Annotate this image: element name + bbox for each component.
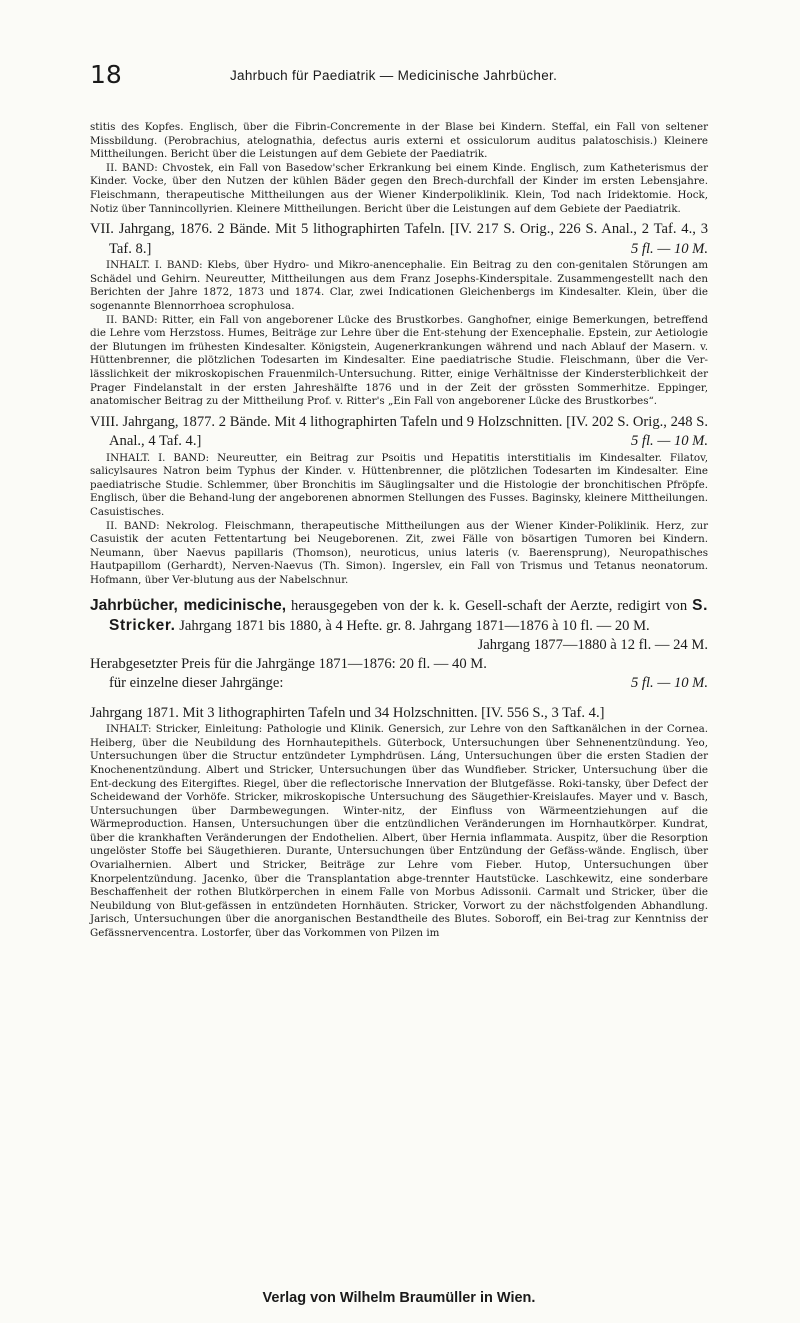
advert-title: Jahrbücher, medicinische, bbox=[90, 596, 287, 614]
jahrgang-viii-heading bbox=[90, 413, 708, 452]
continued-paragraph: stitis des Kopfes. Englisch, über die Fibrin-Concremente in der Blase bei Kindern. Steffal, ein Fall von seltener Missbildung. (Perobrachius, atelognathia, defectus auris externi et ossiculorum auditus palatoschisis.) Kleinere Mittheilungen. Bericht über die Leistungen auf dem Gebiete der Paediatrik. bbox=[90, 121, 708, 161]
advert-text-2: Jahrgang 1871 bis 1880, à 4 Hefte. gr. 8. Jahrgang 1871—1876 à 10 fl. — 20 M. bbox=[179, 617, 650, 634]
single-price-value: 5 fl. — 10 M. bbox=[630, 675, 708, 692]
advert-price-line: Jahrgang 1877—1880 à 12 fl. — 24 M. bbox=[477, 637, 708, 654]
single-price-label: für einzelne dieser Jahrgänge: bbox=[109, 675, 284, 692]
advert-text-1: herausgegeben von der k. k. Gesell-schaft der Aerzte, redigirt von bbox=[291, 597, 688, 614]
jahrgang-viii-band2: II. BAND: Nekrolog. Fleischmann, therapeutische Mittheilungen aus der Wiener Kinder-Poliklinik. Herz, zur Casuistik der acuten Fettentartung bei Neugeborenen. Zit, zwei Fälle von bösartigen Tumoren bei Kindern. Neumann, über Naevus papillaris (Thomson), neuroticus, unius lateris (v. Baerensprung), Neuropathisches Hautpapillom (Gerhardt), Nerven-Naevus (Th. Simon). Ingerslev, ein Fall von Trismus und Tetanus neonatorum. Hofmann, über Ver-blutung aus der Nabelschnur. bbox=[90, 519, 708, 587]
heading-text: Jahrgang 1871. Mit 3 lithographirten Tafeln und 34 Holzschnitten. [IV. 556 S., 3 Taf. 4.] bbox=[90, 704, 605, 721]
band-ii-paragraph: II. BAND: Chvostek, ein Fall von Basedow'scher Erkrankung bei einem Kinde. Englisch, zum Katheterismus der Kinder. Vocke, über den Nutzen der kühlen Bäder gegen den Brech-durchfall der Kinder im ersten Lebensjahre. Fleischmann, therapeutische Mittheilungen aus der Wiener Kinderpoliklinik. Klein, Tod nach Iridektomie. Hock, Notiz über Tannincollyrien. Kleinere Mittheilungen. Bericht über die Leistungen auf dem Gebiete der Paediatrik. bbox=[90, 161, 708, 215]
heading-text: VIII. Jahrgang, 1877. 2 Bände. Mit 4 lithographirten Tafeln und 9 Holzschnitten. [IV. 202 S. Orig., 248 S. Anal., 4 Taf. 4.] bbox=[90, 413, 708, 450]
jahrgang-vii-band1: INHALT. I. BAND: Klebs, über Hydro- und Mikro-anencephalie. Ein Beitrag zu den con-genitalen Störungen am Schädel und Gehirn. Neureutter, Mittheilungen aus dem Franz Josephs-Kinderspitale. Zusammengestellt nach den Berichten der Jahre 1872, 1873 und 1874. Clar, zwei Indicationen Gleichenbergs im Kindesalter. Klein, über die sogenannte Blennorrhoea scrophulosa. bbox=[90, 259, 708, 312]
running-header bbox=[90, 60, 708, 90]
publisher-imprint: Verlag von Wilhelm Braumüller in Wien. bbox=[262, 1290, 536, 1306]
advert-author: S. Stricker. bbox=[109, 596, 708, 634]
running-title: Jahrbuch für Paediatrik — Medicinische Jahrbücher. bbox=[230, 68, 558, 83]
price: 5 fl. — 10 M. bbox=[630, 240, 708, 257]
jahrgang-vii-band2: II. BAND: Ritter, ein Fall von angeborener Lücke des Brustkorbes. Ganghofner, einige Bemerkungen, betreffend die Lehre vom Herzstoss. Humes, Beiträge zur Lehre über die Ent-stehung der Exencephalie. Epstein, zur Aetiologie der Blutungen im frühesten Kindesalter. Königstein, Augenerkrankungen während und nach Ablauf der Masern. v. Hüttenbrenner, die plötzlichen Todesarten im Kindesalter. Eine paediatrische Studie. Fleischmann, über die Ver-lässlichkeit der mikroskopischen Frauenmilch-Untersuchung. Ritter, einige Verhältnisse der Kindersterblichkeit der Prager Findelanstalt in der ersten Jahreshälfte 1876 und in der Zeit der grössten Sommerhitze. Eppinger, anatomischer Beitrag zu der Mittheilung Prof. v. Ritter's „Ein Fall von angeborener Lücke des Brustkorbes“. bbox=[90, 313, 708, 408]
page-body bbox=[90, 121, 708, 941]
jahrbuecher-advert bbox=[90, 596, 708, 694]
jahrgang-1871-heading bbox=[90, 704, 708, 724]
jahrgang-viii-band1: INHALT. I. BAND: Neureutter, ein Beitrag zur Psoitis und Hepatitis interstitialis im Kindesalter. Filatov, salicylsaures Natron beim Typhus der Kinder. v. Hüttenbrenner, die plötzlichen Todesarten im Kindesalter. Eine paediatrische Studie. Schlemmer, über Bronchitis im Säuglingsalter und die Histologie der bronchitischen Pfröpfe. Englisch, über die Behand-lung der angeborenen abnormen Stellungen des Fusses. Baginsky, kleinere Mittheilungen. Casuistisches. bbox=[90, 451, 708, 519]
page-number: 18 bbox=[90, 60, 122, 89]
jahrgang-1871-inhalt: INHALT: Stricker, Einleitung: Pathologie und Klinik. Genersich, zur Lehre von den Saftkanälchen in der Cornea. Heiberg, über die Neubildung des Hornhautepithels. Güterbock, Untersuchungen über Sehnenentzündung. Yeo, Untersuchungen über die Structur entzündeter Lymphdrüsen. Láng, Untersuchungen über die ersten Stadien der Knochenentzündung. Albert und Stricker, Untersuchungen über das Wundfieber. Stricker, Untersuchung über die Ent-deckung des Eitergiftes. Riegel, über die reflectorische Innervation der Blutgefässe. Roki-tansky, über Defect der Scheidewand der Vorhöfe. Stricker, mikroskopische Untersuchung des Säugethier-Kreislaufes. Mayer und v. Basch, Untersuchungen über Darmbewegungen. Winter-nitz, der Einfluss von Wärmeentziehungen auf die Wärmeproduction. Hansen, Untersuchungen über die entzündlichen Veränderungen im Hornhautkörper. Kundrat, über die krankhaften Veränderungen der Endothelien. Albert, über Hernia inflammata. Auspitz, über die Resorption ungelöster Stoffe bei Säugethieren. Durante, Untersuchungen über Entzündung der Gefäss-wände. Englisch, über Ovarialhernien. Albert und Stricker, Beiträge zur Lehre vom Fieber. Hutop, Untersuchungen über Knorpelentzündung. Jacenko, über die Transplantation abge-trennter Hautstücke. Laschkewitz, eine sonderbare Beschaffenheit der rothen Blutkörperchen in einem Falle von Morbus Adissonii. Carmalt und Stricker, über die Neubildung von Blut-gefässen in entzündeten Hornhäuten. Stricker, Vorwort zu der nächstfolgenden Abhandlung. Jarisch, Untersuchungen über die anorganischen Bestandtheile des Blutes. Soboroff, ein Bei-trag zur Kenntniss der Gefässnervencentra. Lostorfer, über das Vorkommen von Pilzen im bbox=[90, 723, 708, 940]
jahrgang-vii-heading bbox=[90, 220, 708, 259]
advert-reduced-price: Herabgesetzter Preis für die Jahrgänge 1871—1876: 20 fl. — 40 M. bbox=[90, 656, 487, 673]
advert-single-price bbox=[90, 674, 708, 693]
price: 5 fl. — 10 M. bbox=[630, 433, 708, 450]
heading-text: VII. Jahrgang, 1876. 2 Bände. Mit 5 lithographirten Tafeln. [IV. 217 S. Orig., 226 S. Anal., 2 Taf. 4., 3 Taf. 8.] bbox=[90, 221, 708, 257]
